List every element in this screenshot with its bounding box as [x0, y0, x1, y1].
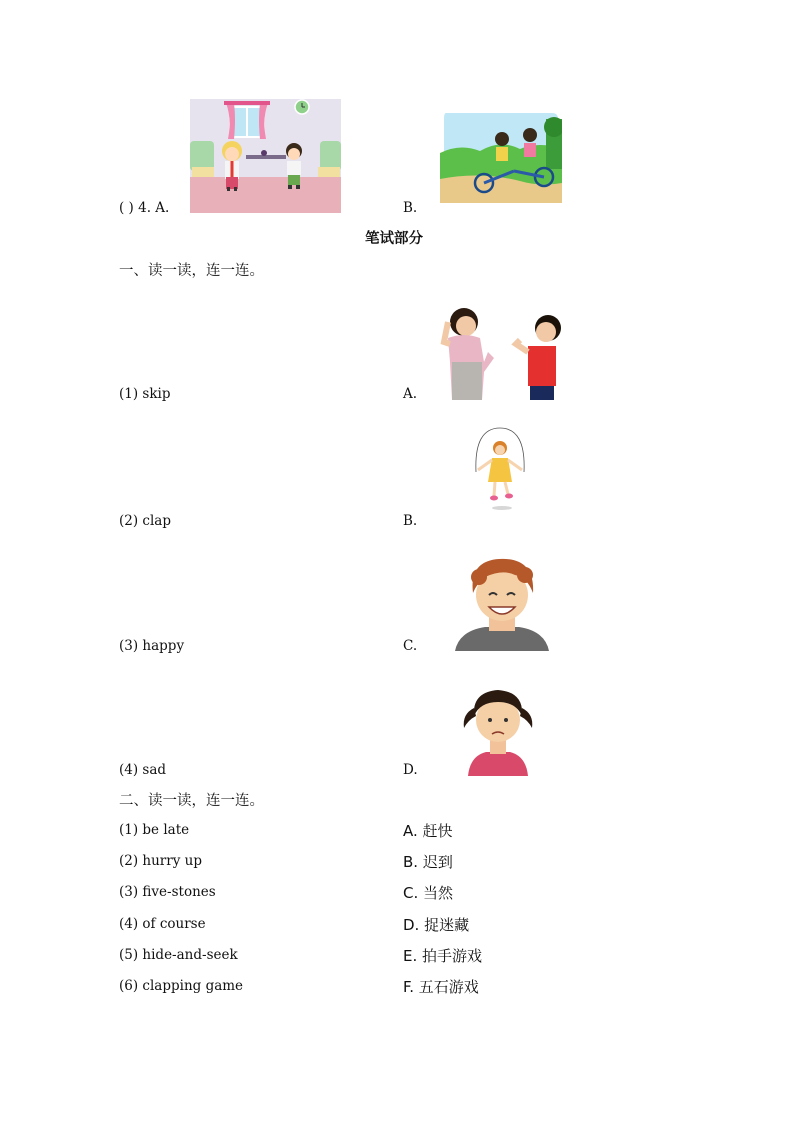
- section-1-letter-c: C.: [403, 638, 418, 654]
- section-2-word-3: (3) five-stones: [119, 884, 216, 900]
- section-2-option-f: F. 五石游戏: [403, 978, 479, 996]
- section-1-word-2: (2) clap: [119, 513, 171, 529]
- section-1-letter-d: D.: [403, 762, 418, 778]
- section-1-letter-a: A.: [403, 386, 418, 402]
- section-2-option-c: C. 当然: [403, 884, 454, 902]
- section-2-word-4: (4) of course: [119, 916, 206, 932]
- option-b-label: B.: [403, 200, 418, 216]
- section-2-option-d: D. 捉迷藏: [403, 916, 470, 934]
- skipping-girl-picture: [470, 424, 530, 514]
- room-kids-picture: [190, 99, 341, 213]
- section-2-word-2: (2) hurry up: [119, 853, 202, 869]
- section-2-option-e: E. 拍手游戏: [403, 947, 483, 965]
- section-2-word-6: (6) clapping game: [119, 978, 244, 994]
- sad-girl-picture: [458, 680, 538, 776]
- section-2-heading: 二、读一读，连一连。: [119, 793, 264, 809]
- section-2-word-5: (5) hide-and-seek: [119, 947, 238, 963]
- section-1-word-4: (4) sad: [119, 762, 167, 778]
- section-2-option-a: A. 赶快: [403, 822, 453, 840]
- tandem-bike-picture: [440, 109, 562, 203]
- section-1-heading: 一、读一读，连一连。: [119, 263, 264, 279]
- question-4-label: ( ) 4. A.: [119, 200, 170, 216]
- section-1-letter-b: B.: [403, 513, 418, 529]
- written-section-title: 笔试部分: [365, 231, 423, 247]
- section-2-option-b: B. 迟到: [403, 853, 453, 871]
- clapping-kids-picture: [440, 302, 566, 400]
- happy-boy-picture: [455, 555, 549, 651]
- section-1-word-3: (3) happy: [119, 638, 185, 654]
- section-2-word-1: (1) be late: [119, 822, 190, 838]
- section-1-word-1: (1) skip: [119, 386, 171, 402]
